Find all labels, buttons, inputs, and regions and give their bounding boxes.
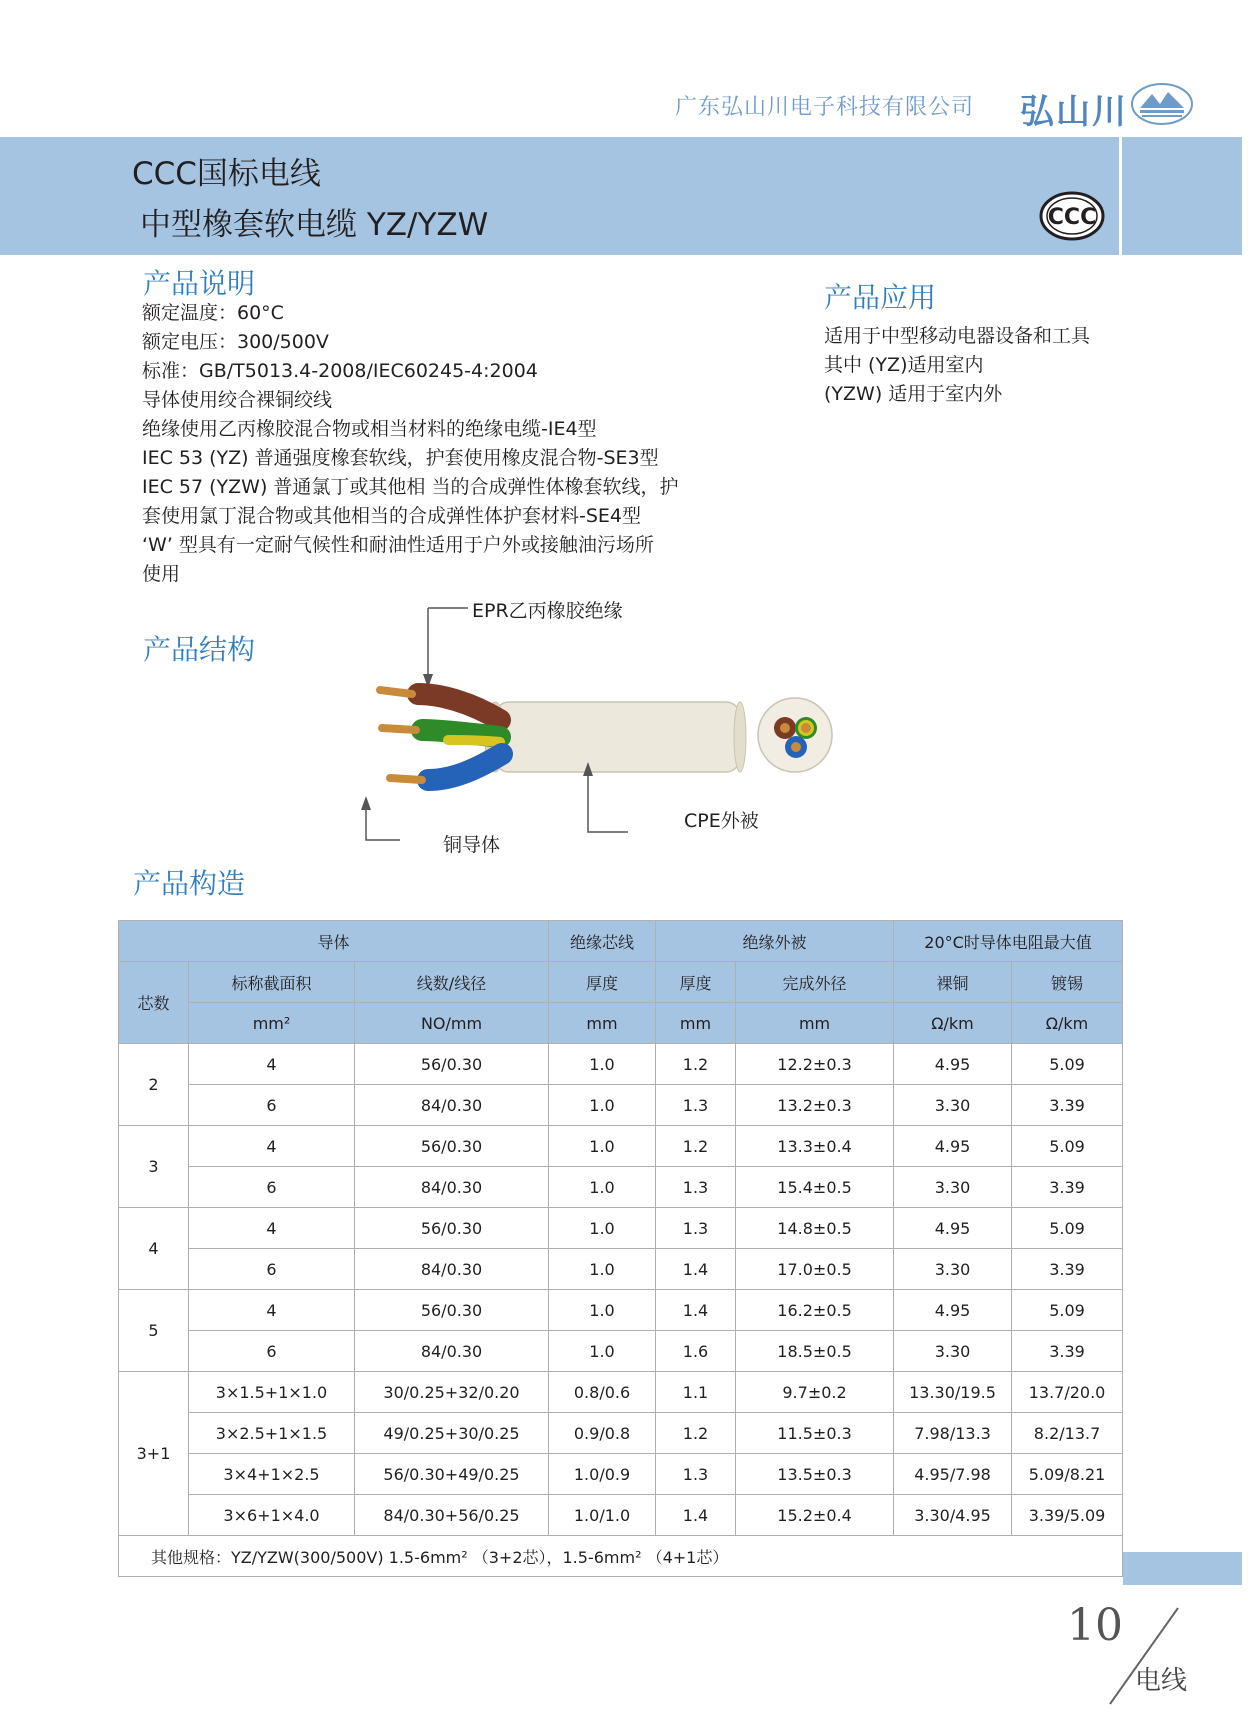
wires-cell: 84/0.30 [355,1331,549,1372]
tinned-resist-cell: 5.09/8.21 [1012,1454,1123,1495]
company-name: 广东弘山川电子科技有限公司 [675,95,975,120]
wires-cell: 56/0.30 [355,1126,549,1167]
header-wires: 线数/线径 [355,962,549,1003]
wires-cell: 84/0.30 [355,1085,549,1126]
tinned-resist-cell: 5.09 [1012,1044,1123,1085]
sheath-thickness-cell: 1.2 [656,1044,736,1085]
table-heading: 产品构造 [133,867,246,900]
ins-thickness-cell: 1.0 [549,1331,656,1372]
table-footnote: 其他规格：YZ/YZW(300/500V) 1.5-6mm² （3+2芯），1.5-6mm² （4+1芯） [119,1536,1123,1577]
sheath-thickness-cell: 1.4 [656,1495,736,1536]
spec-table-body [119,1044,1123,1536]
area-cell: 4 [189,1208,355,1249]
table-row [119,1085,1123,1126]
application-heading: 产品应用 [824,281,937,314]
tinned-resist-cell: 3.39 [1012,1085,1123,1126]
ins-thickness-cell: 1.0 [549,1126,656,1167]
footer-bar [1123,1552,1242,1585]
area-cell: 6 [189,1249,355,1290]
label-conductor: 铜导体 [443,834,501,856]
tinned-resist-cell: 3.39/5.09 [1012,1495,1123,1536]
description-line: 额定电压：300/500V [142,331,329,353]
header-outer-diameter: 完成外径 [736,962,894,1003]
wires-cell: 56/0.30 [355,1044,549,1085]
ins-thickness-cell: 1.0 [549,1290,656,1331]
ins-thickness-cell: 1.0 [549,1249,656,1290]
header-sheath: 绝缘外被 [656,921,894,962]
ins-thickness-cell: 1.0/0.9 [549,1454,656,1495]
table-row [119,1167,1123,1208]
wires-cell: 84/0.30+56/0.25 [355,1495,549,1536]
description-line: 标准：GB/T5013.4-2008/IEC60245-4:2004 [142,360,538,382]
description-line: IEC 57 (YZW) 普通氯丁或其他相 当的合成弹性体橡套软线，护 [142,476,679,498]
tinned-resist-cell: 13.7/20.0 [1012,1372,1123,1413]
tinned-resist-cell: 5.09 [1012,1290,1123,1331]
page-subtitle: 中型橡套软电缆 YZ/YZW [140,207,489,243]
application-line: 适用于中型移动电器设备和工具 [824,325,1091,347]
brown-core [418,694,500,720]
area-cell: 3×4+1×2.5 [189,1454,355,1495]
description-heading: 产品说明 [143,267,256,300]
od-cell: 9.7±0.2 [736,1372,894,1413]
area-cell: 4 [189,1126,355,1167]
ins-thickness-cell: 1.0 [549,1167,656,1208]
header-cores: 芯数 [119,962,189,1044]
svg-text:CCC: CCC [1047,205,1097,230]
bare-resist-cell: 3.30 [894,1085,1012,1126]
area-cell: 6 [189,1167,355,1208]
brand-name: 弘山川 [1020,92,1128,132]
page-section-label: 电线 [1135,1666,1188,1696]
table-row [119,1454,1123,1495]
unit-sheath: mm [656,1003,736,1044]
core-count-cell: 3+1 [119,1372,189,1536]
area-cell: 3×1.5+1×1.0 [189,1372,355,1413]
band-divider [1119,137,1122,255]
application-line: 其中 (YZ)适用室内 [824,354,984,376]
bare-resist-cell: 13.30/19.5 [894,1372,1012,1413]
od-cell: 15.2±0.4 [736,1495,894,1536]
bare-resist-cell: 4.95 [894,1044,1012,1085]
wires-cell: 49/0.25+30/0.25 [355,1413,549,1454]
table-row [119,1372,1123,1413]
tinned-resist-cell: 3.39 [1012,1331,1123,1372]
core-count-cell: 5 [119,1290,189,1372]
ccc-cert-icon [1038,190,1106,242]
table-row [119,1413,1123,1454]
table-row [119,1290,1123,1331]
table-row [119,1208,1123,1249]
cable-sheath [495,702,740,772]
od-cell: 11.5±0.3 [736,1413,894,1454]
mountain-logo-icon [1130,82,1194,126]
wires-cell: 30/0.25+32/0.20 [355,1372,549,1413]
table-row [119,1044,1123,1085]
ins-thickness-cell: 1.0 [549,1085,656,1126]
application-line: (YZW) 适用于室内外 [824,383,1003,405]
wires-cell: 56/0.30+49/0.25 [355,1454,549,1495]
header-resistance: 20°C时导体电阻最大值 [894,921,1123,962]
header-conductor: 导体 [119,921,549,962]
sheath-thickness-cell: 1.3 [656,1085,736,1126]
application-list [824,322,1090,409]
area-cell: 6 [189,1085,355,1126]
unit-area: mm² [189,1003,355,1044]
od-cell: 13.2±0.3 [736,1085,894,1126]
unit-tinned: Ω/km [1012,1003,1123,1044]
od-cell: 15.4±0.5 [736,1167,894,1208]
bare-resist-cell: 7.98/13.3 [894,1413,1012,1454]
description-line: IEC 53 (YZ) 普通强度橡套软线，护套使用橡皮混合物-SE3型 [142,447,659,469]
sheath-thickness-cell: 1.6 [656,1331,736,1372]
area-cell: 3×2.5+1×1.5 [189,1413,355,1454]
bare-resist-cell: 3.30 [894,1249,1012,1290]
area-cell: 6 [189,1331,355,1372]
page-title: CCC国标电线 [132,156,321,192]
structure-heading: 产品结构 [143,633,256,666]
bare-resist-cell: 4.95 [894,1208,1012,1249]
sheath-thickness-cell: 1.3 [656,1454,736,1495]
ins-thickness-cell: 1.0/1.0 [549,1495,656,1536]
bare-resist-cell: 3.30 [894,1167,1012,1208]
unit-wires: NO/mm [355,1003,549,1044]
description-line: 套使用氯丁混合物或其他相当的合成弹性体护套材料-SE4型 [142,505,642,527]
core-count-cell: 2 [119,1044,189,1126]
ins-thickness-cell: 1.0 [549,1208,656,1249]
ins-thickness-cell: 0.8/0.6 [549,1372,656,1413]
area-cell: 4 [189,1290,355,1331]
description-line: 额定温度：60°C [142,302,284,324]
description-line: 导体使用绞合裸铜绞线 [142,389,333,411]
tinned-resist-cell: 5.09 [1012,1126,1123,1167]
sheath-thickness-cell: 1.3 [656,1167,736,1208]
blue-core [428,754,502,780]
bare-resist-cell: 4.95 [894,1126,1012,1167]
header-insul-core: 绝缘芯线 [549,921,656,962]
table-row [119,1249,1123,1290]
description-line: ‘W’ 型具有一定耐气候性和耐油性适用于户外或接触油污场所 [142,534,654,556]
od-cell: 16.2±0.5 [736,1290,894,1331]
ins-thickness-cell: 1.0 [549,1044,656,1085]
unit-od: mm [736,1003,894,1044]
od-cell: 12.2±0.3 [736,1044,894,1085]
od-cell: 13.3±0.4 [736,1126,894,1167]
label-insulation: EPR乙丙橡胶绝缘 [472,600,623,622]
header-area: 标称截面积 [189,962,355,1003]
header-ins-thickness: 厚度 [549,962,656,1003]
tinned-resist-cell: 5.09 [1012,1208,1123,1249]
spec-table [118,920,1123,1577]
tinned-resist-cell: 3.39 [1012,1167,1123,1208]
od-cell: 13.5±0.3 [736,1454,894,1495]
cable-diagram [360,602,860,842]
wires-cell: 84/0.30 [355,1167,549,1208]
area-cell: 3×6+1×4.0 [189,1495,355,1536]
bare-resist-cell: 3.30 [894,1331,1012,1372]
cross-section [758,698,832,772]
unit-bare: Ω/km [894,1003,1012,1044]
core-count-cell: 4 [119,1208,189,1290]
description-line: 绝缘使用乙丙橡胶混合物或相当材料的绝缘电缆-IE4型 [142,418,597,440]
sheath-thickness-cell: 1.4 [656,1290,736,1331]
tinned-resist-cell: 8.2/13.7 [1012,1413,1123,1454]
table-row [119,1495,1123,1536]
wires-cell: 84/0.30 [355,1249,549,1290]
tinned-resist-cell: 3.39 [1012,1249,1123,1290]
od-cell: 18.5±0.5 [736,1331,894,1372]
header-sheath-thickness: 厚度 [656,962,736,1003]
od-cell: 17.0±0.5 [736,1249,894,1290]
od-cell: 14.8±0.5 [736,1208,894,1249]
table-row [119,1126,1123,1167]
page-number: 10 [1067,1600,1123,1651]
wires-cell: 56/0.30 [355,1208,549,1249]
sheath-thickness-cell: 1.2 [656,1126,736,1167]
sheath-thickness-cell: 1.4 [656,1249,736,1290]
table-row [119,1331,1123,1372]
description-line: 使用 [142,563,181,585]
label-sheath: CPE外被 [684,810,759,832]
description-list [142,299,678,589]
sheath-thickness-cell: 1.3 [656,1208,736,1249]
bare-resist-cell: 3.30/4.95 [894,1495,1012,1536]
header-bare-copper: 裸铜 [894,962,1012,1003]
core-count-cell: 3 [119,1126,189,1208]
ins-thickness-cell: 0.9/0.8 [549,1413,656,1454]
bare-resist-cell: 4.95/7.98 [894,1454,1012,1495]
sheath-thickness-cell: 1.1 [656,1372,736,1413]
bare-resist-cell: 4.95 [894,1290,1012,1331]
wires-cell: 56/0.30 [355,1290,549,1331]
header-tinned: 镀锡 [1012,962,1123,1003]
area-cell: 4 [189,1044,355,1085]
unit-ins: mm [549,1003,656,1044]
sheath-thickness-cell: 1.2 [656,1413,736,1454]
